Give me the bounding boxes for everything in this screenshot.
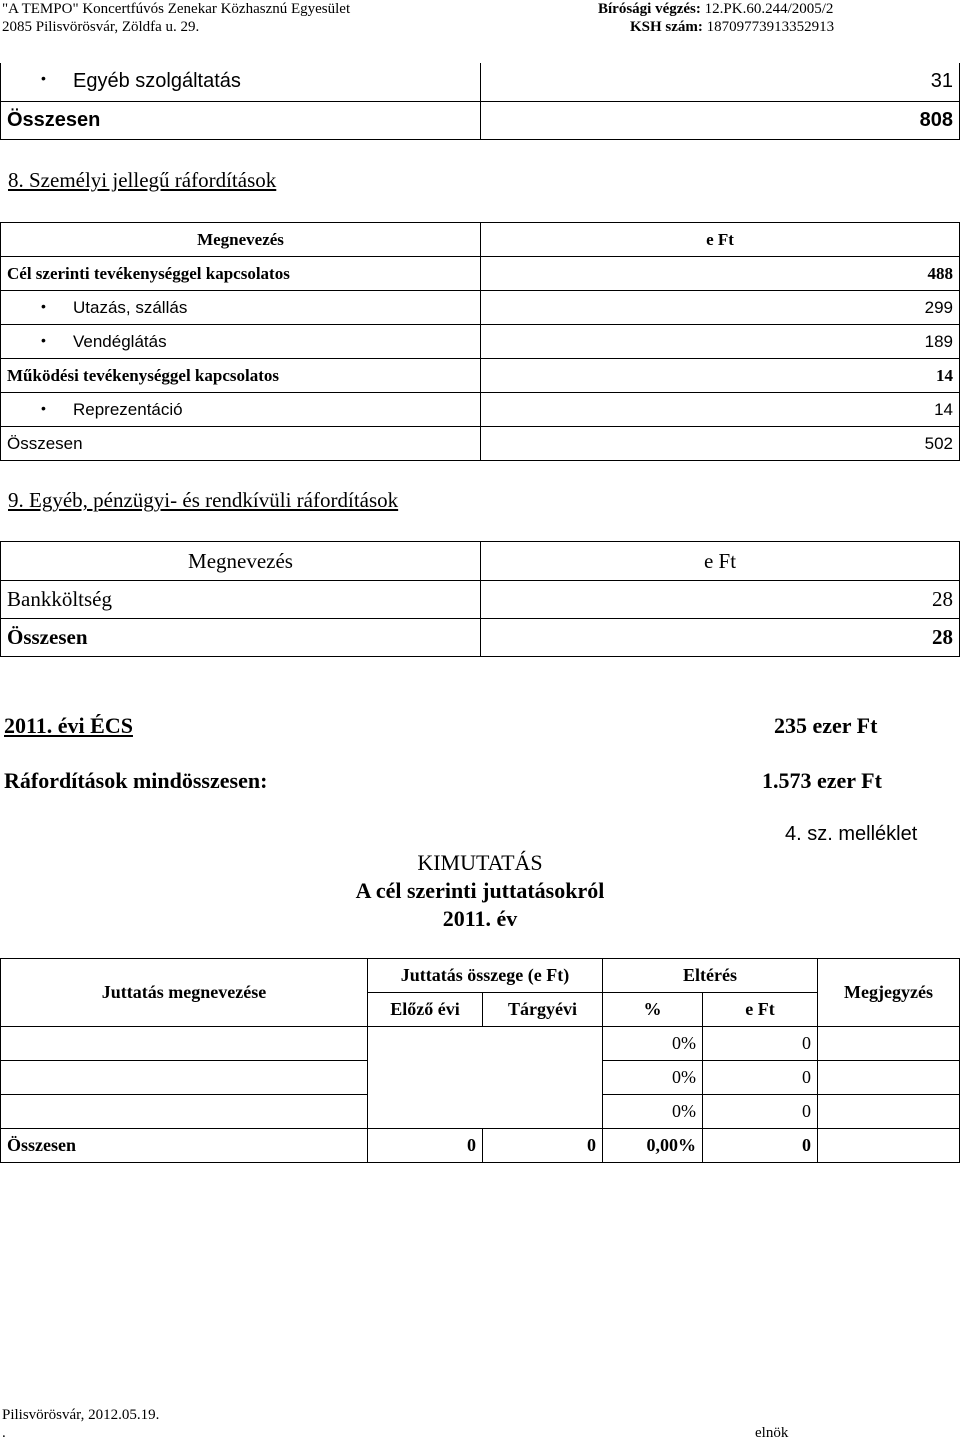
table-row-total [1,619,960,657]
row-previous: 0 [368,1129,483,1163]
row-value: 14 [481,393,960,427]
table-row [1,291,960,325]
annex-title [300,849,660,933]
row-eft: 0 [703,1129,818,1163]
total-expenses-value: 1.573 ezer Ft [762,768,882,793]
row-label: Cél szerinti tevékenységgel kapcsolatos [1,257,481,291]
court-ruling-value: 12.PK.60.244/2005/2 [704,1,834,17]
organization-name: "A TEMPO" Koncertfúvós Zenekar Közhasznú Egyesület [2,1,351,17]
row-label: Összesen [1,427,481,461]
row-label [1,1061,368,1095]
row-label: Összesen [1,101,481,139]
row-note [818,1095,960,1129]
table-section7-continued [0,63,960,140]
row-previous [368,1061,483,1095]
column-header-value: e Ft [481,542,960,581]
column-header-name: Megnevezés [1,223,481,257]
column-header-value: e Ft [481,223,960,257]
table-header-row [1,542,960,581]
table-row [1,1061,960,1095]
row-label: • Vendéglátás [1,325,481,359]
row-current: 0 [483,1129,603,1163]
column-header-difference: Eltérés [603,959,818,993]
column-header-benefit-name: Juttatás megnevezése [1,959,368,1027]
table-header-row [1,223,960,257]
table-row-total [1,101,960,139]
column-header-current-year: Tárgyévi [483,993,603,1027]
row-label [1,1027,368,1061]
row-current [483,1095,603,1129]
row-value: 502 [481,427,960,461]
row-value: 808 [481,101,960,139]
row-previous [368,1095,483,1129]
row-label: Összesen [1,1129,368,1163]
annex-title-line1: KIMUTATÁS [417,850,543,875]
row-percent: 0% [603,1061,703,1095]
row-current [483,1061,603,1095]
annex-title-line2: A cél szerinti juttatásokról [355,878,605,903]
row-value: 488 [481,257,960,291]
row-label: • Utazás, szállás [1,291,481,325]
annex-label: 4. sz. melléklet [785,823,918,845]
row-value: 28 [481,581,960,619]
row-label [1,1095,368,1129]
table-row [1,325,960,359]
footer-place-date: Pilisvörösvár, 2012.05.19. [2,1407,160,1423]
annex-title-line3: 2011. év [442,906,518,931]
ksh-number-value: 18709773913352913 [706,19,835,35]
total-expenses-label: Ráfordítások mindösszesen: [4,768,268,793]
footer-dot: . [2,1425,6,1441]
row-eft: 0 [703,1061,818,1095]
ecs-label: 2011. évi ÉCS [4,713,133,738]
row-label: Működési tevékenységgel kapcsolatos [1,359,481,393]
row-percent: 0% [603,1027,703,1061]
section8-title: 8. Személyi jellegű ráfordítások [8,168,277,192]
row-value: 28 [481,619,960,657]
court-ruling-label: Bírósági végzés: [598,1,701,17]
row-eft: 0 [703,1095,818,1129]
column-header-percent: % [603,993,703,1027]
column-header-previous-year: Előző évi [368,993,483,1027]
table-row [1,1027,960,1061]
table-row [1,359,960,393]
row-previous [368,1027,483,1061]
row-value: 31 [481,63,960,101]
row-label: Összesen [1,619,481,657]
row-eft: 0 [703,1027,818,1061]
organization-address: 2085 Pilisvörösvár, Zöldfa u. 29. [2,19,200,35]
row-note [818,1061,960,1095]
column-header-amount: Juttatás összege (e Ft) [368,959,603,993]
column-header-note: Megjegyzés [818,959,960,1027]
table-row [1,1095,960,1129]
table-benefits [0,958,960,1163]
column-header-name: Megnevezés [1,542,481,581]
row-label: Bankköltség [1,581,481,619]
table-row [1,63,960,101]
row-label: • Egyéb szolgáltatás [1,63,481,101]
row-percent: 0% [603,1095,703,1129]
row-current [483,1027,603,1061]
ecs-value: 235 ezer Ft [774,713,878,738]
footer-role: elnök [755,1425,789,1441]
row-percent: 0,00% [603,1129,703,1163]
row-note [818,1129,960,1163]
table-row [1,581,960,619]
table-section8 [0,222,960,461]
table-row [1,257,960,291]
row-value: 14 [481,359,960,393]
ksh-number-label: KSH szám: [630,19,703,35]
ksh-number [630,18,834,36]
table-row-total [1,1129,960,1163]
table-header-row [1,959,960,993]
row-value: 189 [481,325,960,359]
section9-title: 9. Egyéb, pénzügyi- és rendkívüli ráfordítások [8,488,399,512]
table-row [1,393,960,427]
row-label: • Reprezentáció [1,393,481,427]
court-ruling [598,0,833,18]
table-section9 [0,541,960,657]
row-note [818,1027,960,1061]
column-header-eft: e Ft [703,993,818,1027]
row-value: 299 [481,291,960,325]
table-row-total [1,427,960,461]
